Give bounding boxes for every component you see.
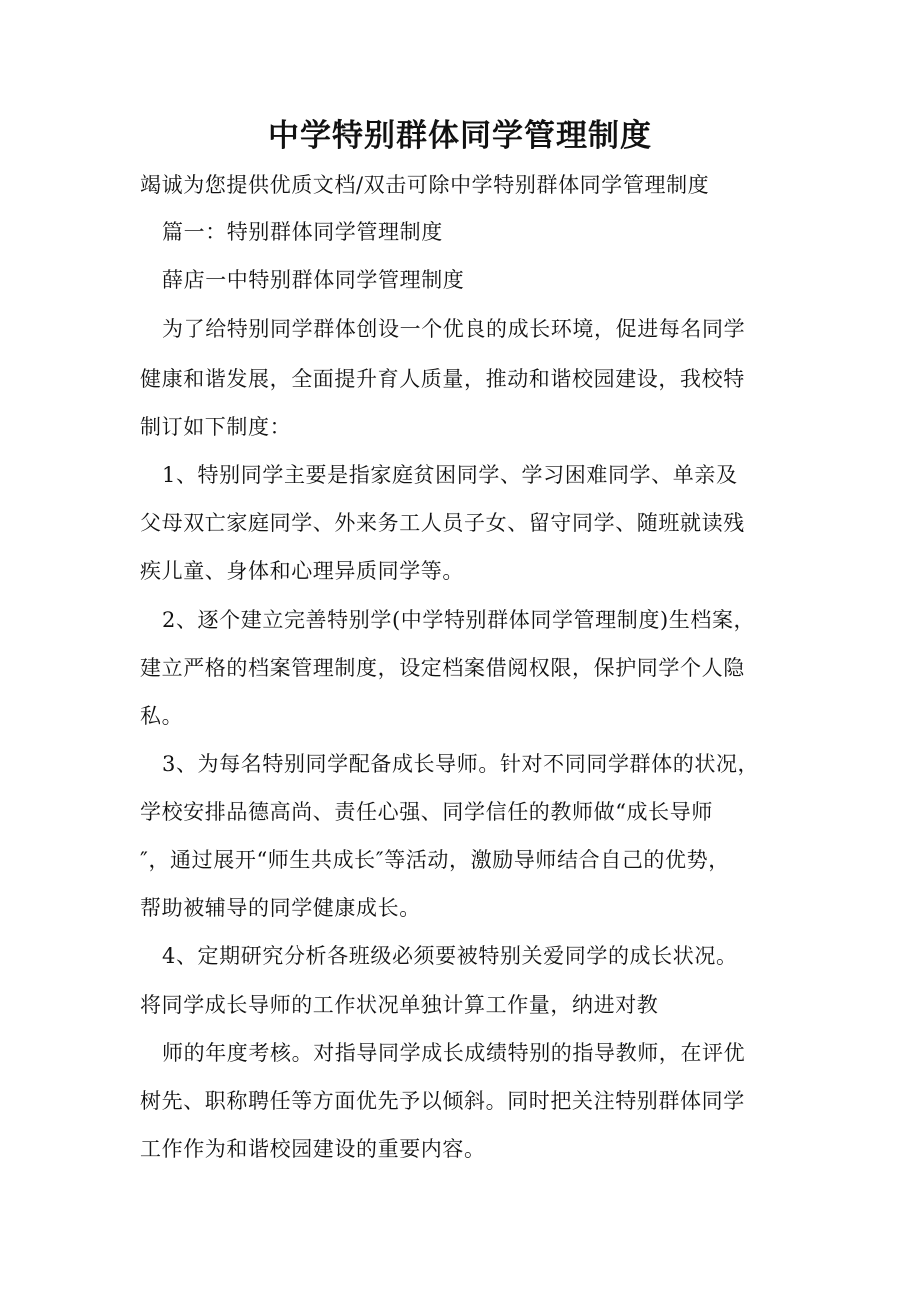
paragraph-line: 1、特别同学主要是指家庭贫困同学、学习困难同学、单亲及 [162,463,738,487]
paragraph-line: 私。 [140,704,184,728]
paragraph-line: 疾儿童、身体和心理异质同学等。 [140,559,464,583]
document-title: 中学特别群体同学管理制度 [268,118,652,154]
paragraph-line: 帮助被辅导的同学健康成长。 [140,896,421,920]
paragraph-line: 为了给特别同学群体创设一个优良的成长环境，促进每名同学 [162,317,746,341]
subtitle-line: 竭诚为您提供优质文档/双击可除中学特别群体同学管理制度 [140,173,710,197]
paragraph-line: 健康和谐发展，全面提升育人质量，推动和谐校园建设，我校特 [140,367,745,391]
paragraph-line: 师的年度考核。对指导同学成长成绩特别的指导教师，在评优 [162,1041,746,1065]
paragraph-line: 工作作为和谐校园建设的重要内容。 [140,1137,486,1161]
paragraph-line: 学校安排品德高尚、责任心强、同学信任的教师做“成长导师 [140,800,713,824]
paragraph-line: 建立严格的档案管理制度，设定档案借阅权限，保护同学个人隐 [140,656,745,680]
paragraph-line: 树先、职称聘任等方面优先予以倾斜。同时把关注特别群体同学 [140,1089,745,1113]
paragraph-line: 将同学成长导师的工作状况单独计算工作量，纳进对教 [140,993,659,1017]
paragraph-line: 制订如下制度： [140,415,292,439]
paragraph-line: 父母双亡家庭同学、外来务工人员子女、留守同学、随班就读残 [140,511,745,535]
paragraph-line: 4、定期研究分析各班级必须要被特别关爱同学的成长状况。 [162,944,738,968]
paragraph-line: 2、逐个建立完善特别学(中学特别群体同学管理制度)生档案， [162,608,756,632]
paragraph-line: ″，通过展开“师生共成长″等活动，激励导师结合自己的优势， [140,848,730,872]
school-heading: 薛店一中特别群体同学管理制度 [162,268,465,292]
section-heading: 篇一：特别群体同学管理制度 [162,220,443,244]
paragraph-line: 3、为每名特别同学配备成长导师。针对不同同学群体的状况， [162,752,760,776]
